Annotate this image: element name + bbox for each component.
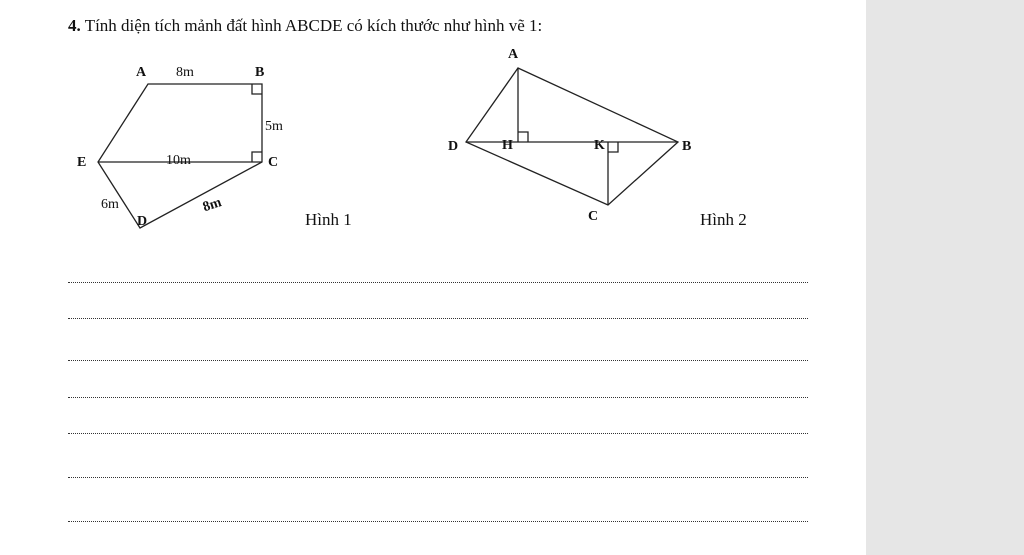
answer-line (68, 433, 808, 434)
point-b-label: B (255, 65, 265, 80)
fig2-point-b-label: B (682, 139, 692, 154)
measure-bc: 5m (265, 119, 283, 134)
answer-line (68, 477, 808, 478)
right-angle-h (518, 132, 528, 142)
answer-line (68, 521, 808, 522)
point-d-label: D (137, 214, 148, 229)
figure-1-caption: Hình 1 (305, 210, 352, 229)
fig2-point-k-label: K (594, 138, 605, 153)
quadrilateral-abcd (466, 68, 678, 205)
answer-line (68, 360, 808, 361)
side-panel (866, 0, 1024, 555)
figure-2-caption: Hình 2 (700, 210, 747, 229)
fig2-point-c-label: C (588, 209, 599, 224)
point-c-label: C (268, 155, 279, 170)
question-text: Tính diện tích mảnh đất hình ABCDE có kích thước như hình vẽ 1: (84, 16, 543, 35)
fig2-point-d-label: D (448, 139, 459, 154)
right-angle-k (608, 142, 618, 152)
point-a-label: A (136, 65, 147, 80)
answer-line (68, 318, 808, 319)
question-number: 4. (68, 16, 81, 35)
measure-ed: 6m (101, 197, 119, 212)
right-angle-b (252, 84, 262, 94)
measure-ab: 8m (176, 65, 194, 80)
fig2-point-a-label: A (508, 47, 519, 62)
fig2-point-h-label: H (502, 138, 513, 153)
measure-dc: 8m (201, 195, 224, 216)
answer-line (68, 282, 808, 283)
point-e-label: E (77, 155, 87, 170)
answer-line (68, 397, 808, 398)
measure-ec: 10m (166, 153, 191, 168)
right-angle-c (252, 152, 262, 162)
